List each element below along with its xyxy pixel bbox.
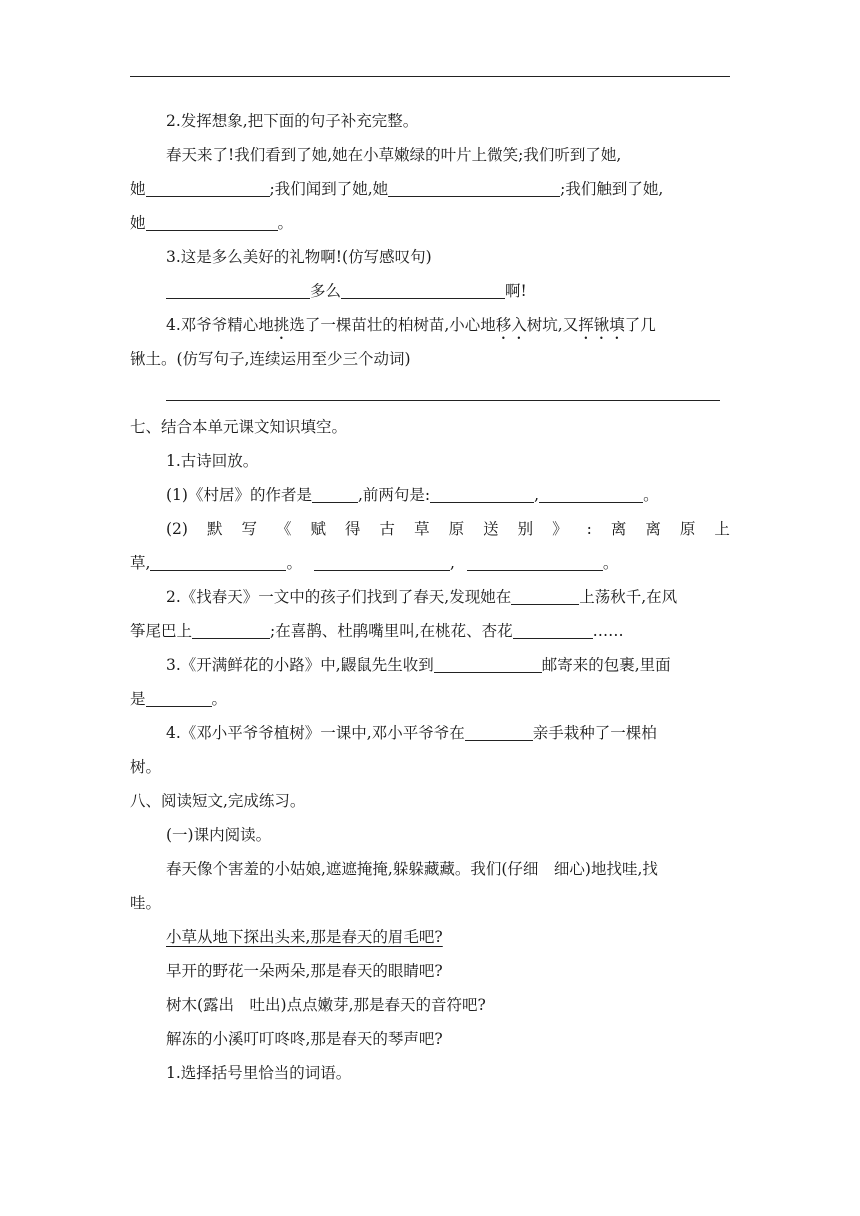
text: 她 (130, 214, 146, 232)
text: 她 (130, 180, 146, 198)
blank-field[interactable] (388, 180, 560, 197)
char: 《 (276, 520, 292, 538)
q8-paragraph3: 早开的野花一朵两朵,那是春天的眼睛吧? (166, 962, 443, 980)
text: 上荡秋千,在风 (579, 588, 678, 606)
blank-field[interactable] (166, 282, 310, 299)
blank-field[interactable] (146, 690, 212, 707)
text: 。 (602, 554, 619, 572)
text: 树坑,又 (526, 316, 579, 334)
text: ;我们触到了她, (560, 180, 664, 198)
text: 4.邓爷爷精心地 (166, 316, 274, 334)
text: 是 (130, 690, 146, 708)
text: 草, (130, 554, 151, 572)
q8-paragraph2-underlined: 小草从地下探出头来,那是春天的眉毛吧? (166, 928, 443, 946)
q8-paragraph4: 树木(露出 吐出)点点嫩芽,那是春天的音符吧? (166, 996, 486, 1014)
q7-item1-sub2-line2 (130, 552, 618, 574)
text: 2.《找春天》一文中的孩子们找到了春天,发现她在 (166, 588, 512, 606)
dotted-verb: 挑 (273, 316, 290, 334)
text: ;在喜鹊、杜鹃嘴里叫,在桃花、杏花 (270, 622, 513, 640)
text: 。 (211, 690, 228, 708)
dotted-verb: 挥锹填 (578, 316, 625, 334)
char: 别 (517, 520, 534, 538)
q6-item4-answer-line (166, 382, 720, 404)
char: 草 (414, 520, 430, 538)
blank-field[interactable] (465, 724, 533, 741)
blank-field[interactable] (341, 282, 505, 299)
blank-field[interactable] (192, 622, 270, 639)
text: …… (592, 622, 624, 640)
text: 了几 (624, 316, 656, 334)
q7-item4-line1 (166, 722, 657, 744)
char: 原 (679, 520, 696, 538)
text: ;我们闻到了她,她 (269, 180, 389, 198)
q7-item3-line2 (130, 688, 227, 710)
blank-field[interactable] (539, 486, 643, 503)
q6-item2-line1: 春天来了!我们看到了她,她在小草嫩绿的叶片上微笑;我们听到了她, (166, 146, 622, 164)
q7-item3-line1 (166, 654, 671, 676)
char: 得 (345, 520, 361, 538)
blank-field[interactable] (312, 486, 358, 503)
text: 啊! (505, 282, 527, 300)
dotted-verb: 移入 (495, 316, 527, 334)
text: 亲手栽种了一棵柏 (532, 724, 657, 742)
char: 赋 (310, 520, 327, 538)
text: , (449, 554, 455, 572)
q6-item4-line2: 锹土。(仿写句子,连续运用至少三个动词) (130, 350, 411, 368)
text: 。 (277, 214, 294, 232)
text: 多么 (310, 282, 342, 300)
text: 。 (643, 486, 659, 504)
text: 4.《邓小平爷爷植树》一课中,邓小平爷爷在 (166, 724, 465, 742)
q8-paragraph1-line2: 哇。 (130, 894, 162, 912)
text: 选了一棵苗壮的柏树苗,小心地 (289, 316, 496, 334)
blank-field[interactable] (150, 554, 286, 571)
text: 邮寄来的包裹,里面 (541, 656, 671, 674)
char: (2) (166, 520, 188, 538)
blank-field[interactable] (430, 486, 534, 503)
char: 上 (714, 520, 730, 538)
blank-field[interactable] (146, 214, 278, 231)
q7-heading: 七、结合本单元课文知识填空。 (130, 418, 348, 436)
blank-field[interactable] (467, 554, 603, 571)
char: 离 (645, 520, 661, 538)
char: : (586, 520, 592, 538)
text: , (534, 486, 540, 504)
q8-subheading: (一)课内阅读。 (166, 826, 272, 844)
q7-item1-sub2-line1 (166, 518, 730, 540)
q7-item2-line2 (130, 620, 624, 642)
char: 默 (206, 520, 223, 538)
header-rule (130, 76, 730, 77)
q7-item1-title: 1.古诗回放。 (166, 452, 259, 470)
blank-field[interactable] (146, 180, 270, 197)
text: (1)《村居》的作者是 (166, 486, 312, 504)
q8-paragraph1-line1: 春天像个害羞的小姑娘,遮遮掩掩,躲躲藏藏。我们(仔细 细心)地找哇,找 (166, 860, 658, 878)
q7-item1-sub1 (166, 484, 659, 506)
blank-field[interactable] (314, 554, 450, 571)
text: 筝尾巴上 (130, 622, 193, 640)
q6-item2-line2 (130, 178, 663, 200)
q6-item3-answer-line (166, 280, 527, 302)
q6-item4-line1 (166, 314, 656, 343)
q7-item4-line2: 树。 (130, 758, 162, 776)
char: 》 (552, 520, 568, 538)
q8-heading: 八、阅读短文,完成练习。 (130, 792, 306, 810)
blank-field[interactable] (511, 588, 579, 605)
q6-item3-title: 3.这是多么美好的礼物啊!(仿写感叹句) (166, 248, 432, 266)
text: 3.《开满鲜花的小路》中,鼹鼠先生收到 (166, 656, 434, 674)
char: 送 (483, 520, 499, 538)
q6-item2-line3 (130, 212, 293, 234)
q6-item2-title: 2.发挥想象,把下面的句子补充完整。 (166, 112, 419, 130)
blank-field[interactable] (166, 384, 720, 401)
char: 离 (610, 520, 627, 538)
text: ,前两句是: (357, 486, 431, 504)
q8-question1: 1.选择括号里恰当的词语。 (166, 1064, 352, 1082)
blank-field[interactable] (434, 656, 542, 673)
char: 原 (448, 520, 465, 538)
q7-item2-line1 (166, 586, 677, 608)
blank-field[interactable] (513, 622, 593, 639)
char: 写 (241, 520, 257, 538)
char: 古 (379, 520, 396, 538)
q8-paragraph5: 解冻的小溪叮叮咚咚,那是春天的琴声吧? (166, 1030, 443, 1048)
text: 。 (286, 554, 302, 572)
